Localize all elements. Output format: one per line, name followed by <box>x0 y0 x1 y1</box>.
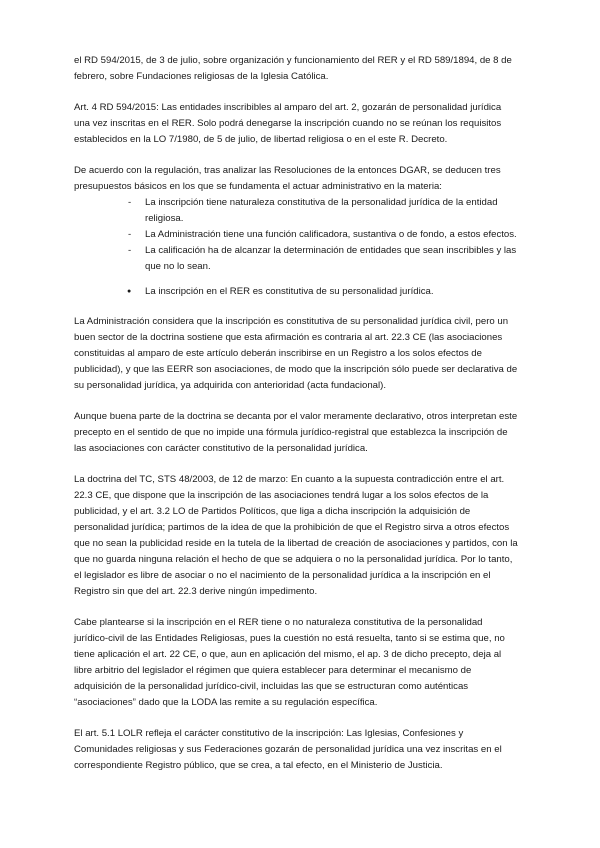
paragraph-4: La Administración considera que la inscripción es constitutiva de su personalidad jurídica civil, pero un buen sector de la doctrina sostiene que esta afirmación es contraria al art. 22.3 CE (las asociaciones constituidas al amparo de este artículo deberán inscribirse en un Registro a los solos efectos de publicidad), y que las EERR son asociaciones, de modo que la inscripción sólo puede ser declarativa de su personalidad jurídica, ya adquirida con anterioridad (acta fundacional). <box>74 316 518 391</box>
paragraph-2: Art. 4 RD 594/2015: Las entidades inscribibles al amparo del art. 2, gozarán de personalidad jurídica una vez inscritas en el RER. Solo podrá denegarse la inscripción cuando no se reúnan los requisitos establecidos en la LO 7/1980, de 5 de julio, de libertad religiosa o en el este R. Decreto. <box>74 102 502 145</box>
dash-list <box>74 195 518 275</box>
paragraph-3: De acuerdo con la regulación, tras analizar las Resoluciones de la entonces DGAR, se deducen tres presupuestos básicos en los que se fundamenta el actuar administrativo en la materia: <box>74 165 501 192</box>
bullet-list <box>74 284 518 300</box>
paragraph-8: El art. 5.1 LOLR refleja el carácter constitutivo de la inscripción: Las Iglesias, Confesiones y Comunidades religiosas y sus Federaciones gozarán de personalidad jurídica una vez inscritas en el correspondiente Registro público, que se crea, a tal efecto, en el Ministerio de Justicia. <box>74 728 502 771</box>
paragraph-5: Aunque buena parte de la doctrina se decanta por el valor meramente declarativo, otros interpretan este precepto en el sentido de que no impide una fórmula jurídico-registral que establezca la inscripción de las asociaciones con carácter constitutivo de la personalidad jurídica. <box>74 411 518 454</box>
dash-list-item: - La inscripción tiene naturaleza constitutiva de la personalidad jurídica de la entidad religiosa. <box>74 195 518 227</box>
bullet-list-item: ● La inscripción en el RER es constitutiva de su personalidad jurídica. <box>74 284 518 300</box>
paragraph-1: el RD 594/2015, de 3 de julio, sobre organización y funcionamiento del RER y el RD 589/1894, de 8 de febrero, sobre Fundaciones religiosas de la Iglesia Católica. <box>74 55 512 82</box>
paragraph-6: La doctrina del TC, STS 48/2003, de 12 de marzo: En cuanto a la supuesta contradicción entre el art. 22.3 CE, que dispone que la inscripción de las asociaciones tendrá lugar a los solos efectos de la publicidad, y el art. 3.2 LO de Partidos Políticos, que liga a dicha inscripción la adquisición de personalidad jurídica; partimos de la idea de que la prohibición de que el Registro sirva a otros efectos que no sean la publicidad reside en la tutela de la libertad de creación de asociaciones y partidos, con la que no guarda ninguna relación el hecho de que se adquiera o no la personalidad jurídica. Por lo tanto, el legislador es libre de asociar o no el nacimiento de la personalidad jurídica a la inscripción en el Registro sin que del art. 22.3 derive ningún impedimento. <box>74 474 518 597</box>
dash-list-item: - La Administración tiene una función calificadora, sustantiva o de fondo, a estos efectos. <box>74 227 518 243</box>
dash-list-item: - La calificación ha de alcanzar la determinación de entidades que sean inscribibles y las que no lo sean. <box>74 243 518 275</box>
paragraph-7: Cabe plantearse si la inscripción en el RER tiene o no naturaleza constitutiva de la personalidad jurídico-civil de las Entidades Religiosas, pues la cuestión no está resuelta, tanto si se estima que, no tiene aplicación el art. 22 CE, o que, aun en aplicación del mismo, el ap. 3 de dicho precepto, deja al libre arbitrio del legislador el régimen que quiera establecer para determinar el mecanismo de adquisición de la personalidad jurídico-civil, incluidas las que se estructuran como auténticas “asociaciones” dado que la LODA las remite a su regulación específica. <box>74 617 505 708</box>
